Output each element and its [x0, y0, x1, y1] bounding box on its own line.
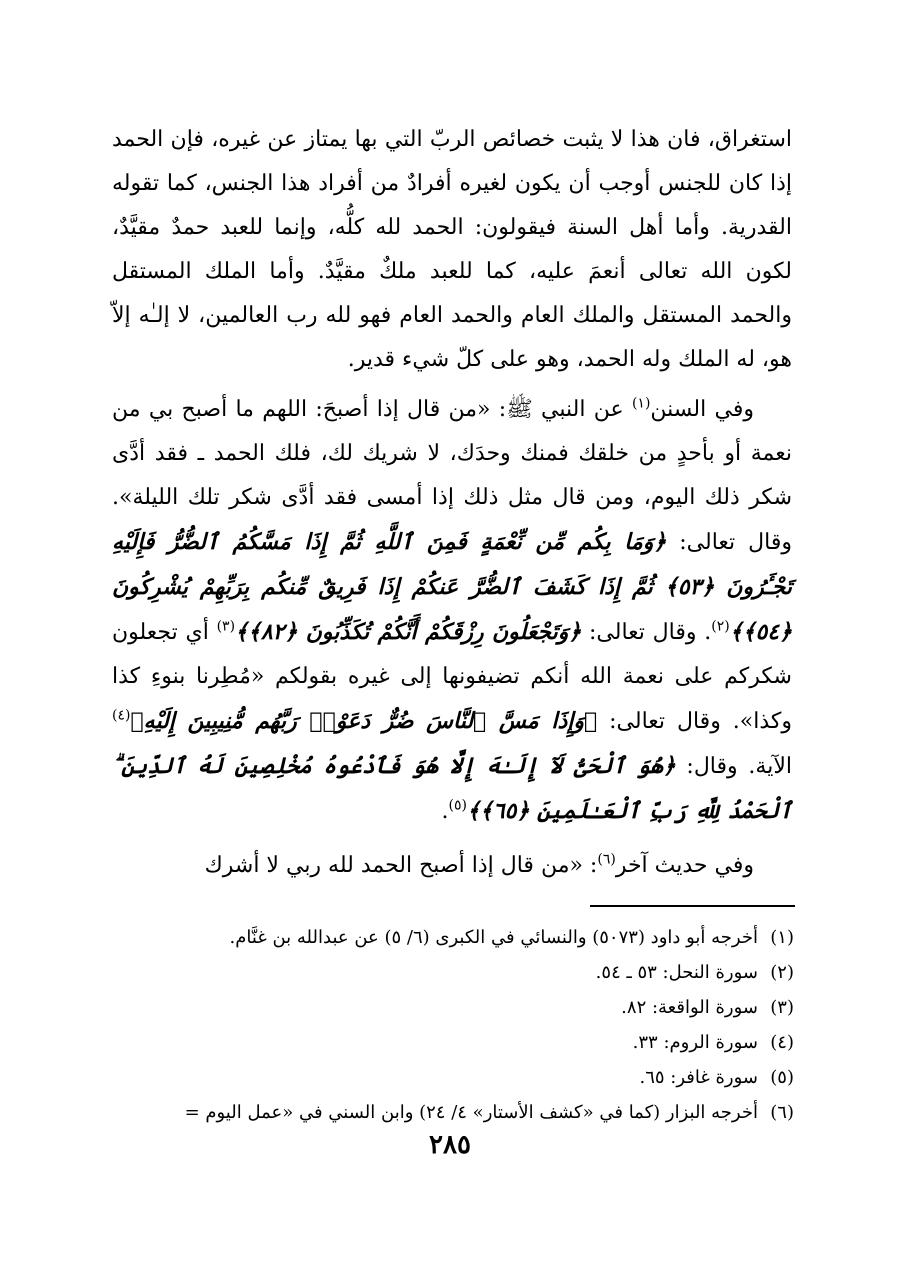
paragraph-3-part-b: : «من قال إذا أصبح الحمد لله ربي لا أشرك	[204, 853, 598, 878]
quran-verse-rum: ﴿وَإِذَا مَسَّ ٱلنَّاسَ ضُرٌّ دَعَوْا۟ رَبَّهُم مُّنِيبِينَ إِلَيْهِ﴾	[130, 708, 598, 734]
paragraph-1: استغراق، فان هذا لا يثبت خصائص الربّ التي بها يمتاز عن غيره، فإن الحمد إذا كان للجنس أوجب أن يكون لغيره أفرادٌ من أفراد هذا الجنس، كما تقوله القدرية. وأما أهل السنة فيقولون: الحمد لله كلُّه، وإنما للعبد حمدٌ مقيَّدٌ، لكون الله تعالى أنعمَ عليه، كما للعبد ملكٌ مقيَّدٌ. وأما الملك المستقل والحمد المستقل والملك العام والحمد العام فهو لله رب العالمين، لا إلـٰه إلاّ هو، له الملك وله الحمد، وهو على كلّ شيء قدير.	[112, 127, 792, 372]
footnote-item	[112, 990, 794, 1025]
footnote-number: (٥)	[770, 1067, 794, 1088]
paragraph-2	[112, 388, 792, 834]
footnote-number: (٦)	[770, 1102, 794, 1123]
footnote-ref-2: (٢)	[711, 618, 730, 635]
footnote-ref-5: (٥)	[448, 797, 468, 814]
footnote-number: (١)	[770, 927, 794, 948]
footnote-ref-4: (٤)	[112, 707, 131, 724]
footnote-number: (٢)	[770, 962, 794, 983]
footnote-item	[112, 1025, 794, 1060]
footnote-ref-3: (٣)	[216, 618, 236, 635]
page-number: ٢٨٥	[429, 1130, 471, 1160]
footnote-divider	[590, 905, 795, 907]
footnote-text: سورة الواقعة: ٨٢.	[621, 997, 758, 1018]
main-text	[112, 118, 792, 888]
footnote-item	[112, 1095, 794, 1130]
quran-verse-waqiah: ﴿وَتَجْعَلُونَ رِزْقَكُمْ أَنَّكُمْ تُكَذِّبُونَ ﴿٨٢﴾﴾	[235, 619, 582, 645]
paragraph-2-part-a: وفي السنن	[650, 397, 754, 422]
paragraph-3-part-a: وفي حديث آخر	[615, 853, 754, 878]
footnote-item	[112, 1060, 794, 1095]
footnote-text: أخرجه البزار (كما في «كشف الأستار» ٤/ ٢٤) وابن السني في «عمل اليوم =	[184, 1102, 758, 1123]
quran-verse-ghafir: ﴿هُوَ ٱلْحَىُّ لَآ إِلَـٰهَ إِلَّا هُوَ فَٱدْعُوهُ مُخْلِصِينَ لَهُ ٱلدِّينَ ۗ ٱلْحَمْدُ لِلَّهِ رَبِّ ٱلْعَـٰلَمِينَ ﴿٦٥﴾﴾	[112, 753, 792, 824]
paragraph-2-part-f: .	[441, 799, 449, 824]
quran-verse-nahl: ﴿وَمَا بِكُم مِّن نِّعْمَةٍ فَمِنَ ٱللَّهِ ثُمَّ إِذَا مَسَّكُمُ ٱلضُّرُّ فَإِلَيْهِ تَجْـَٔرُونَ ﴿٥٣﴾ ثُمَّ إِذَا كَشَفَ ٱلضُّرَّ عَنكُمْ إِذَا فَرِيقٌ مِّنكُم بِرَبِّهِمْ يُشْرِكُونَ ﴿٥٤﴾﴾	[112, 529, 792, 645]
paragraph-2-part-e: الآية. وقال:	[675, 754, 793, 779]
footnote-number: (٣)	[770, 997, 794, 1018]
footnote-ref-1: (١)	[631, 395, 651, 412]
paragraph-2-part-d: أي تجعلون شكركم على نعمة الله أنكم تضيفونها إلى غيره بقولكم «مُطِرنا بنوءِ كذا وكذا». وقال تعالى:	[112, 620, 792, 734]
footnotes	[112, 920, 794, 1130]
footnote-item	[112, 920, 794, 955]
footnote-ref-6: (٦)	[597, 851, 616, 868]
footnote-text: سورة الروم: ٣٣.	[632, 1032, 758, 1053]
footnote-text: أخرجه أبو داود (٥٠٧٣) والنسائي في الكبرى (٦/ ٥) عن عبدالله بن غنَّام.	[229, 927, 758, 948]
paragraph-3	[112, 844, 792, 888]
footnote-text: سورة غافر: ٦٥.	[639, 1067, 758, 1088]
paragraph-2-part-b: عن النبي ﷺ: «من قال إذا أصبحَ: اللهم ما أصبح بي من نعمة أو بأحدٍ من خلقك فمنك وحدَك، لا شريك لك، فلك الحمد ـ فقد أدَّى شكر ذلك اليوم، ومن قال مثل ذلك إذا أمسى فقد أدَّى شكر تلك الليلة». وقال تعالى:	[112, 397, 792, 555]
footnote-text: سورة النحل: ٥٣ ـ ٥٤.	[595, 962, 758, 983]
paragraph-2-part-c: . وقال تعالى:	[581, 620, 712, 645]
footnote-item	[112, 955, 794, 990]
footnote-number: (٤)	[770, 1032, 794, 1053]
